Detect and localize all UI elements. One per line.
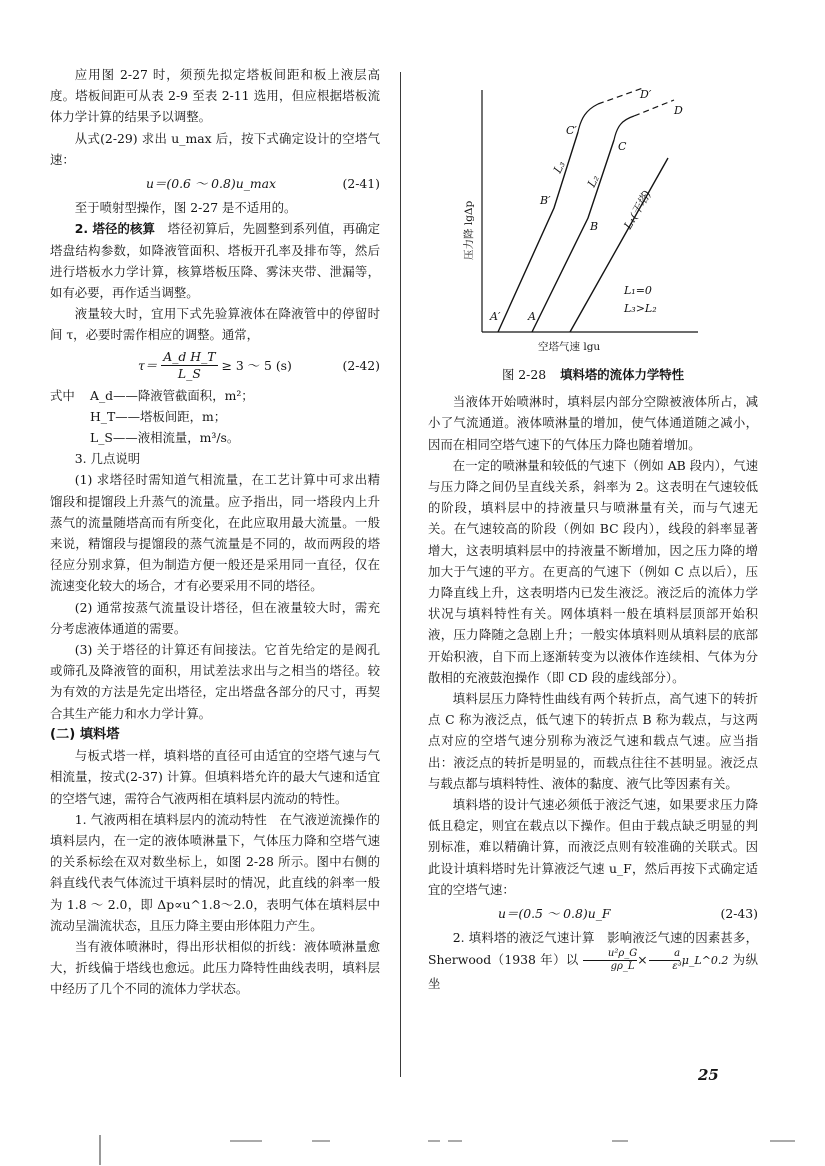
paragraph: 填料层压力降特性曲线有两个转折点，高气速下的转折点 C 称为液泛点，低气速下的转折点 B 称为载点，与这两点对应的空塔气速分别称为液泛气速和载点气速。应当指出：液泛点的转折是明显的，而载点往往不甚明显。液泛点与载点都与填料特性、液体的黏度、液气比等因素有关。: [428, 691, 758, 791]
curve-L3-upper: [578, 104, 598, 132]
fraction-numerator: a: [649, 948, 680, 961]
curve-L2: [532, 140, 614, 332]
paragraph: 液量较大时，宜用下式先验算液体在降液管中的停留时间 τ，必要时需作相应的调整。通常，: [50, 306, 380, 343]
legend-line-2: L₃>L₂: [624, 302, 657, 315]
paragraph: [50, 218, 380, 303]
pressure-drop-diagram: [428, 70, 758, 360]
inline-fraction: [583, 948, 637, 973]
point-label-D: D: [674, 104, 683, 117]
paragraph: [428, 927, 758, 994]
line-label-L3: L₃: [551, 159, 568, 176]
equation-body: u＝(0.5 ～ 0.8)u_F: [498, 906, 611, 922]
equation-2-41: [50, 173, 380, 194]
figure-caption: [428, 364, 758, 385]
symbol-list: [50, 385, 380, 449]
paragraph: 当液体开始喷淋时，填料层内部分空隙被液体所占，减小了气流通道。液体喷淋量的增加，使气体通道随之减小，因而在相同空塔气速下的气体压力降也随着增加。: [428, 394, 758, 452]
point-label-A-prime: A′: [490, 310, 501, 323]
line-label-L2: L₂: [585, 173, 602, 190]
right-column: [428, 64, 758, 995]
point-label-B: B: [590, 220, 599, 233]
caption-number: 图 2-28: [501, 367, 547, 382]
equation-2-43: [428, 903, 758, 924]
paragraph: 从式(2-29) 求出 u_max 后，按下式确定设计的空塔气速：: [50, 130, 380, 167]
curve-L2-dashed: [634, 100, 674, 116]
equation-lhs: τ＝: [138, 357, 158, 373]
fraction-denominator: ε³: [672, 961, 682, 973]
fraction-numerator: A_d H_T: [163, 348, 216, 364]
fraction-denominator: L_S: [177, 365, 201, 381]
symbol-item: 式中 A_d——降液管截面积，m²；: [50, 385, 380, 406]
point-label-C: C: [618, 140, 627, 153]
inline-fraction: [648, 948, 682, 973]
equation-2-42: [50, 349, 380, 382]
paragraph: (2) 通常按蒸气流量设计塔径，但在液量较大时，需充分考虑液体通道的需要。: [50, 599, 380, 636]
paragraph: (1) 求塔径时需知道气相流量，在工艺计算中可求出精馏段和提馏段上升蒸气的流量。应予指出，同一塔段内上升蒸气的流量随塔高而有所变化，在此应取用最大流量。一般来说，精馏段与提馏段的蒸气流量是不同的，故而两段的塔径应分别求算，但为制造方便一般还是采用同一直径，仅在流速变化较大的场合，才有必要采用不同的塔径。: [50, 472, 380, 594]
equation-number: (2-41): [342, 176, 380, 192]
scan-artifacts: [0, 1135, 825, 1165]
viscosity-term: μ_L^0.2: [681, 954, 729, 968]
left-column: [50, 64, 380, 1000]
equation-number: (2-43): [720, 906, 758, 922]
symbol-intro: 式中: [50, 387, 75, 403]
subheading: 2. 塔径的核算: [74, 221, 156, 237]
paragraph: 3. 几点说明: [74, 451, 141, 467]
equation-rhs: ≥ 3 ～ 5 (s): [221, 357, 292, 373]
curve-L2-upper: [614, 116, 634, 140]
paragraph: 与板式塔一样，填料塔的直径可由适宜的空塔气速与气相流量，按式(2-37) 计算。但填料塔允许的最大气速和适宜的空塔气速，需符合气液两相在填料层内流动的特性。: [50, 748, 380, 806]
curve-L3-dashed: [598, 88, 643, 104]
page-number: 25: [698, 1066, 719, 1084]
line-label-L1: L₁(干塔): [621, 188, 654, 232]
equation-body: [138, 349, 292, 382]
equation-fraction: [161, 349, 217, 382]
point-label-B-prime: B′: [540, 194, 551, 207]
point-label-A: A: [528, 310, 536, 323]
fraction-denominator: gρ_L: [610, 961, 635, 973]
paragraph: 应用图 2-27 时，须预先拟定塔板间距和板上液层高度。塔板间距可从表 2-9 至表 2-11 选用，但应根据塔板流体力学计算的结果予以调整。: [50, 67, 380, 125]
equation-number: (2-42): [342, 357, 380, 373]
equation-body: u＝(0.6 ～ 0.8)u_max: [146, 176, 277, 192]
point-label-C-prime: C′: [566, 124, 577, 137]
paragraph: (3) 关于塔径的计算还有间接法。它首先给定的是阀孔或筛孔及降液管的面积，用试差法求出与之相当的塔径。较为有效的方法是先定出塔径，定出塔盘各部分的尺寸，再契合其生产能力和水力学计算。: [50, 642, 380, 721]
symbol-item: L_S——液相流量，m³/s。: [90, 430, 240, 446]
legend-line-1: L₁=0: [624, 284, 652, 297]
y-axis-label: 压力降 lgΔp: [463, 200, 475, 260]
paragraph: 至于喷射型操作，图 2-27 是不适用的。: [74, 200, 297, 216]
paragraph-text: 为纵坐: [428, 952, 758, 992]
point-label-D-prime: D′: [640, 88, 652, 101]
caption-text: 填料塔的流体力学特性: [560, 367, 685, 382]
times-sign: ×: [637, 952, 648, 968]
paragraph-text: 2. 填料塔的液泛气速计算 影响液泛气速的因素甚多，Sherwood（1938 年）以: [428, 930, 758, 968]
paragraph: 填料塔的设计气速必须低于液泛气速，如果要求压力降低且稳定，则宜在载点以下操作。但由于载点缺乏明显的判别标准，难以精确计算，而液泛点则有较准确的关联式。因此设计填料塔时先计算液泛气速 u_F，然后再按下式确定适宜的空塔气速：: [428, 797, 758, 897]
symbol-item: H_T——塔板间距，m；: [90, 408, 227, 424]
x-axis-label: 空塔气速 lgu: [538, 341, 601, 353]
paragraph: 当有液体喷淋时，得出形状相似的折线：液体喷淋量愈大，折线偏于塔线也愈远。此压力降特性曲线表明，填料层中经历了几个不同的流体力学状态。: [50, 938, 380, 997]
figure-2-28: [428, 70, 758, 360]
column-divider: [400, 72, 401, 1077]
fraction-numerator: u²ρ_G: [583, 948, 637, 961]
paragraph: 在一定的喷淋量和较低的气速下（例如 AB 段内），气速与压力降之间仍呈直线关系，斜率为 2。这表明在气速较低的阶段，填料层中的持液量只与喷淋量有关，而与气速无关。在气速较高的阶段（例如 BC 段内），线段的斜率显著增大，这表明填料层中的持液量不断增加，因之压力降的增加大于气速的平方。在更高的气速下（例如 C 点以后），压力降直线上升，这表明塔内已发生液泛。液泛后的流体力学状况与填料特性有关。网体填料一般在填料层顶部开始积液，压力降随之急剧上升；一般实体填料则从填料层的底部开始积液，自下而上逐渐转变为以液体作连续相、气体为分散相的充液鼓泡操作（即 CD 段的虚线部分）。: [428, 457, 758, 685]
section-heading: (二) 填料塔: [50, 726, 120, 742]
paragraph: 1. 气液两相在填料层内的流动特性 在气液逆流操作的填料层内，在一定的液体喷淋量下，气体压力降和空塔气速的关系标绘在双对数坐标上，如图 2-28 所示。图中右侧的斜直线代表气体流过干填料层时的情况，此直线的斜率一般为 1.8 ～ 2.0，即 Δp∝u^1.8～2.0，表明气体在填料层中流动呈湍流状态，且压力降主要由形体阻力产生。: [50, 811, 380, 933]
curve-L3: [498, 132, 578, 332]
paragraph-text: 塔径初算后，先圆整到系列值，再确定塔盘结构参数，如降液管面积、塔板开孔率及排布等，然后进行塔板水力学计算，核算塔板压降、雾沫夹带、泄漏等，如有必要，再作适当调整。: [50, 221, 381, 301]
